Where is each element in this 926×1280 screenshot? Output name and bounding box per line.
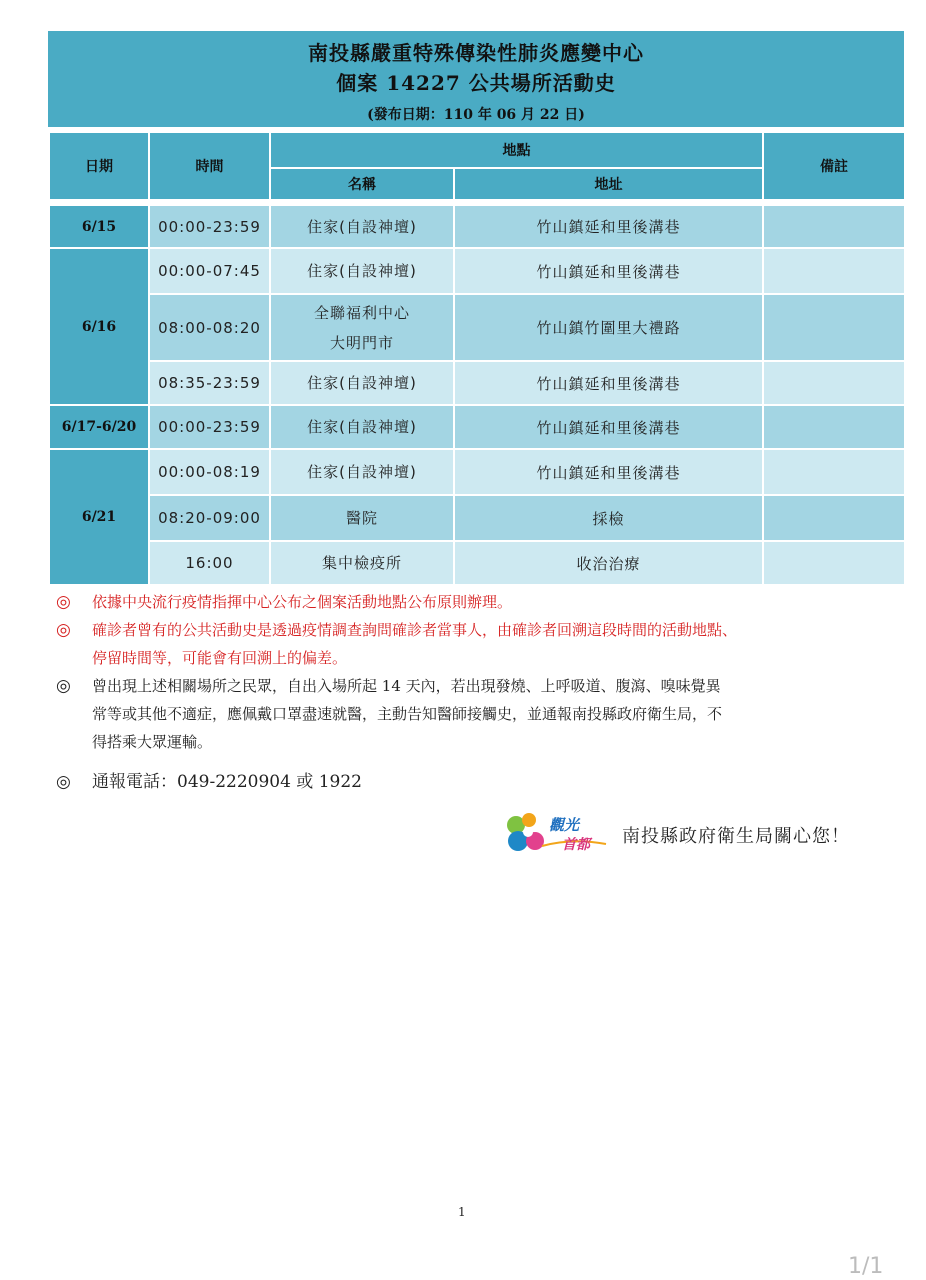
name-cell: 住家(自設神壇) (270, 361, 454, 405)
date-cell: 6/16 (49, 248, 149, 405)
remark-cell (763, 205, 905, 248)
care-message: 南投縣政府衛生局關心您！ (622, 826, 850, 847)
table-row (49, 541, 905, 585)
address-cell: 竹山鎮延和里後溝巷 (454, 361, 763, 405)
remark-cell (763, 248, 905, 294)
table-row (49, 361, 905, 405)
page-number: 1 (458, 1205, 466, 1219)
name-cell: 住家(自設神壇) (270, 449, 454, 495)
remark-cell (763, 405, 905, 449)
publish-date: (發布日期：110 年 06 月 22 日) (367, 107, 585, 123)
name-cell: 集中檢疫所 (270, 541, 454, 585)
header-name: 名稱 (270, 168, 454, 200)
remark-cell (763, 495, 905, 541)
remark-cell (763, 294, 905, 361)
table-row (49, 248, 905, 294)
page-subtitle: 個案 14227 公共場所活動史 (336, 71, 616, 95)
bullet-icon: ◎ (56, 772, 71, 792)
bullet-icon: ◎ (56, 676, 71, 696)
remark-cell (763, 361, 905, 405)
table-row (49, 294, 905, 361)
date-cell: 6/17-6/20 (49, 405, 149, 449)
note-hotline: ◎ 通報電話：049-2220904 或 1922 (56, 768, 906, 796)
note-advice: ◎ 曾出現上述相關場所之民眾，自出入場所起 14 天內，若出現發燒、上呼吸道、腹瀉、嗅味覺異 常等或其他不適症，應佩戴口罩盡速就醫，主動告知醫師接觸史，並通報南投縣政府衛生局，不 得搭乘大眾運輸。 (56, 672, 906, 756)
header-date: 日期 (49, 132, 149, 200)
time-cell: 00:00-23:59 (149, 205, 270, 248)
title-banner (48, 31, 904, 127)
note-deviation: ◎ 確診者曾有的公共活動史是透過疫情調查詢問確診者當事人，由確診者回溯這段時間的活動地點、 停留時間等，可能會有回溯上的偏差。 (56, 616, 906, 672)
time-cell: 00:00-23:59 (149, 405, 270, 449)
header-address: 地址 (454, 168, 763, 200)
svg-text:首都: 首都 (562, 837, 590, 853)
name-cell: 住家(自設神壇) (270, 205, 454, 248)
time-cell: 08:00-08:20 (149, 294, 270, 361)
activity-table (48, 131, 906, 586)
name-cell: 醫院 (270, 495, 454, 541)
address-cell: 竹山鎮延和里後溝巷 (454, 405, 763, 449)
note-principle: ◎ 依據中央流行疫情指揮中心公布之個案活動地點公布原則辦理。 (56, 588, 906, 616)
table-row (49, 449, 905, 495)
table-row (49, 405, 905, 449)
time-cell: 08:35-23:59 (149, 361, 270, 405)
time-cell: 08:20-09:00 (149, 495, 270, 541)
remark-cell (763, 449, 905, 495)
address-cell: 採檢 (454, 495, 763, 541)
address-cell: 收治治療 (454, 541, 763, 585)
date-cell: 6/21 (49, 449, 149, 585)
page-counter: 1/1 (848, 1254, 884, 1279)
address-cell: 竹山鎮竹圍里大禮路 (454, 294, 763, 361)
table-row (49, 205, 905, 248)
table-row (49, 495, 905, 541)
header-time: 時間 (149, 132, 270, 200)
time-cell: 16:00 (149, 541, 270, 585)
header-remark: 備註 (763, 132, 905, 200)
svg-text:觀光: 觀光 (549, 816, 580, 834)
address-cell: 竹山鎮延和里後溝巷 (454, 248, 763, 294)
date-cell: 6/15 (49, 205, 149, 248)
address-cell: 竹山鎮延和里後溝巷 (454, 205, 763, 248)
bullet-icon: ◎ (56, 592, 71, 612)
name-cell: 住家(自設神壇) (270, 405, 454, 449)
page-title: 南投縣嚴重特殊傳染性肺炎應變中心 (308, 41, 644, 65)
time-cell: 00:00-07:45 (149, 248, 270, 294)
tourism-capital-logo (502, 808, 610, 854)
time-cell: 00:00-08:19 (149, 449, 270, 495)
remark-cell (763, 541, 905, 585)
name-cell: 住家(自設神壇) (270, 248, 454, 294)
bullet-icon: ◎ (56, 620, 71, 640)
address-cell: 竹山鎮延和里後溝巷 (454, 449, 763, 495)
header-location: 地點 (270, 132, 763, 168)
name-cell: 全聯福利中心 大明門市 (270, 294, 454, 361)
